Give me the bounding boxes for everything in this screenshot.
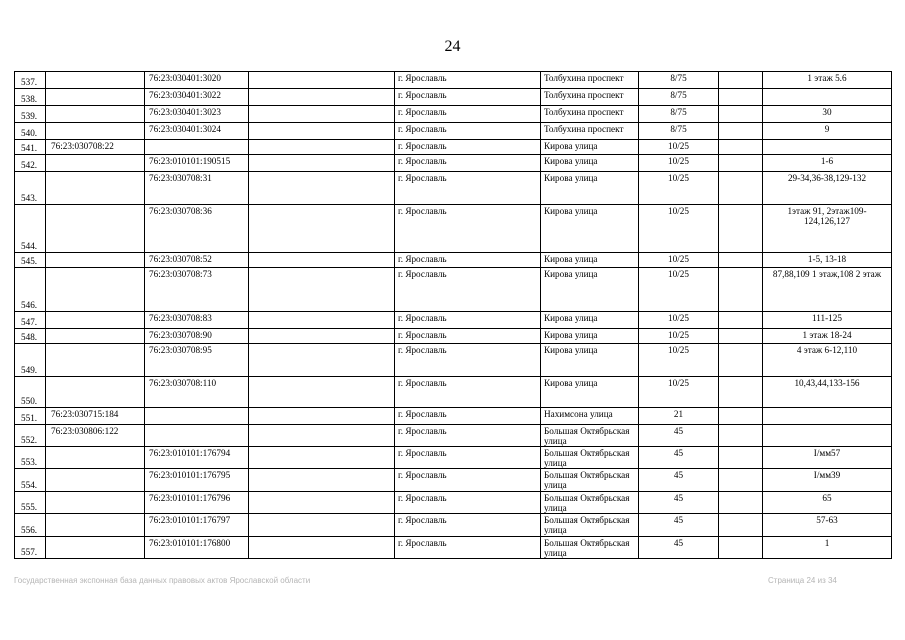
- row-number: 553.: [15, 447, 46, 469]
- table-row: [15, 492, 892, 514]
- house-number-cell: 10/25: [639, 205, 719, 253]
- empty-cell: [249, 514, 395, 537]
- cadastral-number-premises: [145, 140, 249, 155]
- cadastral-number-building: 76:23:030708:22: [46, 140, 145, 155]
- premises-cell: [763, 140, 892, 155]
- empty-cell: [719, 469, 763, 492]
- city-cell: г. Ярославль: [395, 447, 541, 469]
- house-number-cell: 45: [639, 447, 719, 469]
- street-cell: Большая Октябрьская улица: [541, 425, 639, 447]
- empty-cell: [249, 329, 395, 344]
- street-cell: Толбухина проспект: [541, 72, 639, 89]
- cadastral-number-building: [46, 537, 145, 559]
- cadastral-number-premises: 76:23:030401:3022: [145, 89, 249, 106]
- row-number: 537.: [15, 72, 46, 89]
- row-number: 544.: [15, 205, 46, 253]
- house-number-cell: 8/75: [639, 89, 719, 106]
- table-row: [15, 253, 892, 268]
- cadastral-number-premises: 76:23:030401:3020: [145, 72, 249, 89]
- city-cell: г. Ярославль: [395, 469, 541, 492]
- row-number: 540.: [15, 123, 46, 140]
- premises-cell: 30: [763, 106, 892, 123]
- house-number-cell: 10/25: [639, 377, 719, 408]
- premises-cell: 111-125: [763, 312, 892, 329]
- city-cell: г. Ярославль: [395, 268, 541, 312]
- table-row: [15, 514, 892, 537]
- cadastral-number-building: [46, 89, 145, 106]
- empty-cell: [249, 492, 395, 514]
- empty-cell: [719, 205, 763, 253]
- table-row: [15, 425, 892, 447]
- table-row: [15, 447, 892, 469]
- premises-cell: 1 этаж 18-24: [763, 329, 892, 344]
- empty-cell: [719, 155, 763, 172]
- page-number: 24: [444, 38, 461, 55]
- empty-cell: [719, 447, 763, 469]
- empty-cell: [719, 89, 763, 106]
- empty-cell: [249, 89, 395, 106]
- table-row: [15, 408, 892, 425]
- city-cell: г. Ярославль: [395, 253, 541, 268]
- cadastral-number-building: [46, 155, 145, 172]
- cadastral-number-building: [46, 447, 145, 469]
- street-cell: Кирова улица: [541, 253, 639, 268]
- premises-cell: 1: [763, 537, 892, 559]
- premises-cell: 65: [763, 492, 892, 514]
- row-number: 542.: [15, 155, 46, 172]
- city-cell: г. Ярославль: [395, 312, 541, 329]
- empty-cell: [719, 253, 763, 268]
- city-cell: г. Ярославль: [395, 344, 541, 377]
- street-cell: Большая Октябрьская улица: [541, 537, 639, 559]
- table-row: [15, 106, 892, 123]
- table-row: [15, 140, 892, 155]
- cadastral-number-premises: 76:23:030401:3023: [145, 106, 249, 123]
- empty-cell: [719, 172, 763, 205]
- row-number: 539.: [15, 106, 46, 123]
- empty-cell: [249, 123, 395, 140]
- street-cell: Большая Октябрьская улица: [541, 447, 639, 469]
- table-row: [15, 377, 892, 408]
- cadastral-number-premises: 76:23:030708:73: [145, 268, 249, 312]
- row-number: 552.: [15, 425, 46, 447]
- street-cell: Нахимсона улица: [541, 408, 639, 425]
- row-number: 543.: [15, 172, 46, 205]
- cadastral-number-premises: 76:23:010101:176797: [145, 514, 249, 537]
- cadastral-number-building: [46, 344, 145, 377]
- cadastral-number-building: [46, 172, 145, 205]
- empty-cell: [249, 537, 395, 559]
- cadastral-number-building: [46, 469, 145, 492]
- premises-cell: 29-34,36-38,129-132: [763, 172, 892, 205]
- empty-cell: [249, 205, 395, 253]
- cadastral-number-building: [46, 123, 145, 140]
- premises-cell: 1-5, 13-18: [763, 253, 892, 268]
- empty-cell: [249, 344, 395, 377]
- cadastral-number-premises: 76:23:030708:110: [145, 377, 249, 408]
- row-number: 549.: [15, 344, 46, 377]
- empty-cell: [719, 312, 763, 329]
- street-cell: Кирова улица: [541, 344, 639, 377]
- house-number-cell: 21: [639, 408, 719, 425]
- street-cell: Кирова улица: [541, 329, 639, 344]
- table-row: [15, 205, 892, 253]
- premises-cell: 9: [763, 123, 892, 140]
- row-number: 551.: [15, 408, 46, 425]
- empty-cell: [719, 106, 763, 123]
- city-cell: г. Ярославль: [395, 492, 541, 514]
- cadastral-number-building: [46, 253, 145, 268]
- city-cell: г. Ярославль: [395, 514, 541, 537]
- row-number: 554.: [15, 469, 46, 492]
- row-number: 556.: [15, 514, 46, 537]
- empty-cell: [249, 72, 395, 89]
- row-number: 557.: [15, 537, 46, 559]
- cadastral-number-premises: 76:23:010101:176794: [145, 447, 249, 469]
- house-number-cell: 8/75: [639, 72, 719, 89]
- city-cell: г. Ярославль: [395, 408, 541, 425]
- cadastral-number-premises: [145, 408, 249, 425]
- empty-cell: [719, 408, 763, 425]
- cadastral-number-premises: 76:23:030708:36: [145, 205, 249, 253]
- premises-cell: I/мм39: [763, 469, 892, 492]
- house-number-cell: 10/25: [639, 329, 719, 344]
- empty-cell: [249, 408, 395, 425]
- empty-cell: [719, 514, 763, 537]
- empty-cell: [719, 268, 763, 312]
- premises-cell: 10,43,44,133-156: [763, 377, 892, 408]
- table-row: [15, 469, 892, 492]
- row-number: 548.: [15, 329, 46, 344]
- street-cell: Кирова улица: [541, 205, 639, 253]
- cadastral-number-building: [46, 329, 145, 344]
- city-cell: г. Ярославль: [395, 537, 541, 559]
- street-cell: Толбухина проспект: [541, 123, 639, 140]
- cadastral-number-building: [46, 268, 145, 312]
- house-number-cell: 10/25: [639, 155, 719, 172]
- house-number-cell: 45: [639, 514, 719, 537]
- table-row: [15, 537, 892, 559]
- cadastral-number-building: 76:23:030806:122: [46, 425, 145, 447]
- cadastral-number-premises: [145, 425, 249, 447]
- street-cell: Кирова улица: [541, 172, 639, 205]
- row-number: 555.: [15, 492, 46, 514]
- city-cell: г. Ярославль: [395, 89, 541, 106]
- street-cell: Толбухина проспект: [541, 89, 639, 106]
- house-number-cell: 10/25: [639, 344, 719, 377]
- cadastral-number-premises: 76:23:030708:52: [145, 253, 249, 268]
- footer-page-count: Страница 24 из 34: [768, 576, 837, 585]
- city-cell: г. Ярославль: [395, 377, 541, 408]
- house-number-cell: 8/75: [639, 106, 719, 123]
- empty-cell: [249, 155, 395, 172]
- premises-cell: [763, 425, 892, 447]
- cadastral-number-building: [46, 377, 145, 408]
- city-cell: г. Ярославль: [395, 123, 541, 140]
- table-row: [15, 344, 892, 377]
- street-cell: Большая Октябрьская улица: [541, 514, 639, 537]
- empty-cell: [719, 344, 763, 377]
- premises-cell: 1этаж 91, 2этаж109-124,126,127: [763, 205, 892, 253]
- empty-cell: [249, 172, 395, 205]
- city-cell: г. Ярославль: [395, 205, 541, 253]
- cadastral-number-premises: 76:23:030708:31: [145, 172, 249, 205]
- house-number-cell: 10/25: [639, 253, 719, 268]
- city-cell: г. Ярославль: [395, 155, 541, 172]
- table-row: [15, 172, 892, 205]
- row-number: 545.: [15, 253, 46, 268]
- house-number-cell: 45: [639, 469, 719, 492]
- street-cell: Кирова улица: [541, 377, 639, 408]
- city-cell: г. Ярославль: [395, 140, 541, 155]
- house-number-cell: 10/25: [639, 312, 719, 329]
- cadastral-number-premises: 76:23:030708:95: [145, 344, 249, 377]
- city-cell: г. Ярославль: [395, 329, 541, 344]
- empty-cell: [249, 268, 395, 312]
- premises-cell: 4 этаж 6-12,110: [763, 344, 892, 377]
- premises-cell: [763, 89, 892, 106]
- premises-cell: 1 этаж 5.6: [763, 72, 892, 89]
- empty-cell: [249, 140, 395, 155]
- street-cell: Кирова улица: [541, 140, 639, 155]
- cadastral-number-premises: 76:23:010101:176795: [145, 469, 249, 492]
- table-row: [15, 72, 892, 89]
- table-row: [15, 312, 892, 329]
- cadastral-number-premises: 76:23:010101:176796: [145, 492, 249, 514]
- table-row: [15, 329, 892, 344]
- house-number-cell: 8/75: [639, 123, 719, 140]
- empty-cell: [719, 329, 763, 344]
- street-cell: Большая Октябрьская улица: [541, 469, 639, 492]
- table-row: [15, 89, 892, 106]
- row-number: 541.: [15, 140, 46, 155]
- cadastral-number-building: 76:23:030715:184: [46, 408, 145, 425]
- city-cell: г. Ярославль: [395, 72, 541, 89]
- table-body: [15, 72, 892, 559]
- street-cell: Кирова улица: [541, 268, 639, 312]
- table-row: [15, 123, 892, 140]
- premises-cell: 57-63: [763, 514, 892, 537]
- cadastral-number-building: [46, 72, 145, 89]
- cadastral-number-building: [46, 492, 145, 514]
- empty-cell: [719, 140, 763, 155]
- row-number: 546.: [15, 268, 46, 312]
- empty-cell: [249, 253, 395, 268]
- city-cell: г. Ярославль: [395, 425, 541, 447]
- empty-cell: [249, 312, 395, 329]
- cadastral-number-building: [46, 312, 145, 329]
- cadastral-number-building: [46, 205, 145, 253]
- empty-cell: [719, 492, 763, 514]
- empty-cell: [249, 425, 395, 447]
- premises-cell: 1-6: [763, 155, 892, 172]
- row-number: 547.: [15, 312, 46, 329]
- empty-cell: [719, 72, 763, 89]
- table-row: [15, 155, 892, 172]
- empty-cell: [719, 123, 763, 140]
- premises-cell: 87,88,109 1 этаж,108 2 этаж: [763, 268, 892, 312]
- empty-cell: [249, 447, 395, 469]
- street-cell: Кирова улица: [541, 155, 639, 172]
- street-cell: Кирова улица: [541, 312, 639, 329]
- empty-cell: [719, 425, 763, 447]
- premises-cell: [763, 408, 892, 425]
- cadastral-number-premises: 76:23:030708:83: [145, 312, 249, 329]
- cadastral-number-premises: 76:23:030401:3024: [145, 123, 249, 140]
- cadastral-number-premises: 76:23:030708:90: [145, 329, 249, 344]
- premises-cell: I/мм57: [763, 447, 892, 469]
- row-number: 538.: [15, 89, 46, 106]
- empty-cell: [719, 537, 763, 559]
- table-row: [15, 268, 892, 312]
- row-number: 550.: [15, 377, 46, 408]
- street-cell: Толбухина проспект: [541, 106, 639, 123]
- house-number-cell: 10/25: [639, 172, 719, 205]
- house-number-cell: 45: [639, 537, 719, 559]
- cadastral-number-premises: 76:23:010101:190515: [145, 155, 249, 172]
- registry-table: [14, 71, 892, 559]
- cadastral-number-premises: 76:23:010101:176800: [145, 537, 249, 559]
- empty-cell: [719, 377, 763, 408]
- street-cell: Большая Октябрьская улица: [541, 492, 639, 514]
- house-number-cell: 45: [639, 492, 719, 514]
- empty-cell: [249, 106, 395, 123]
- city-cell: г. Ярославль: [395, 106, 541, 123]
- house-number-cell: 10/25: [639, 140, 719, 155]
- cadastral-number-building: [46, 514, 145, 537]
- footer-source: Государственная экспонная база данных правовых актов Ярославской области: [14, 576, 311, 585]
- house-number-cell: 45: [639, 425, 719, 447]
- empty-cell: [249, 377, 395, 408]
- cadastral-number-building: [46, 106, 145, 123]
- city-cell: г. Ярославль: [395, 172, 541, 205]
- empty-cell: [249, 469, 395, 492]
- house-number-cell: 10/25: [639, 268, 719, 312]
